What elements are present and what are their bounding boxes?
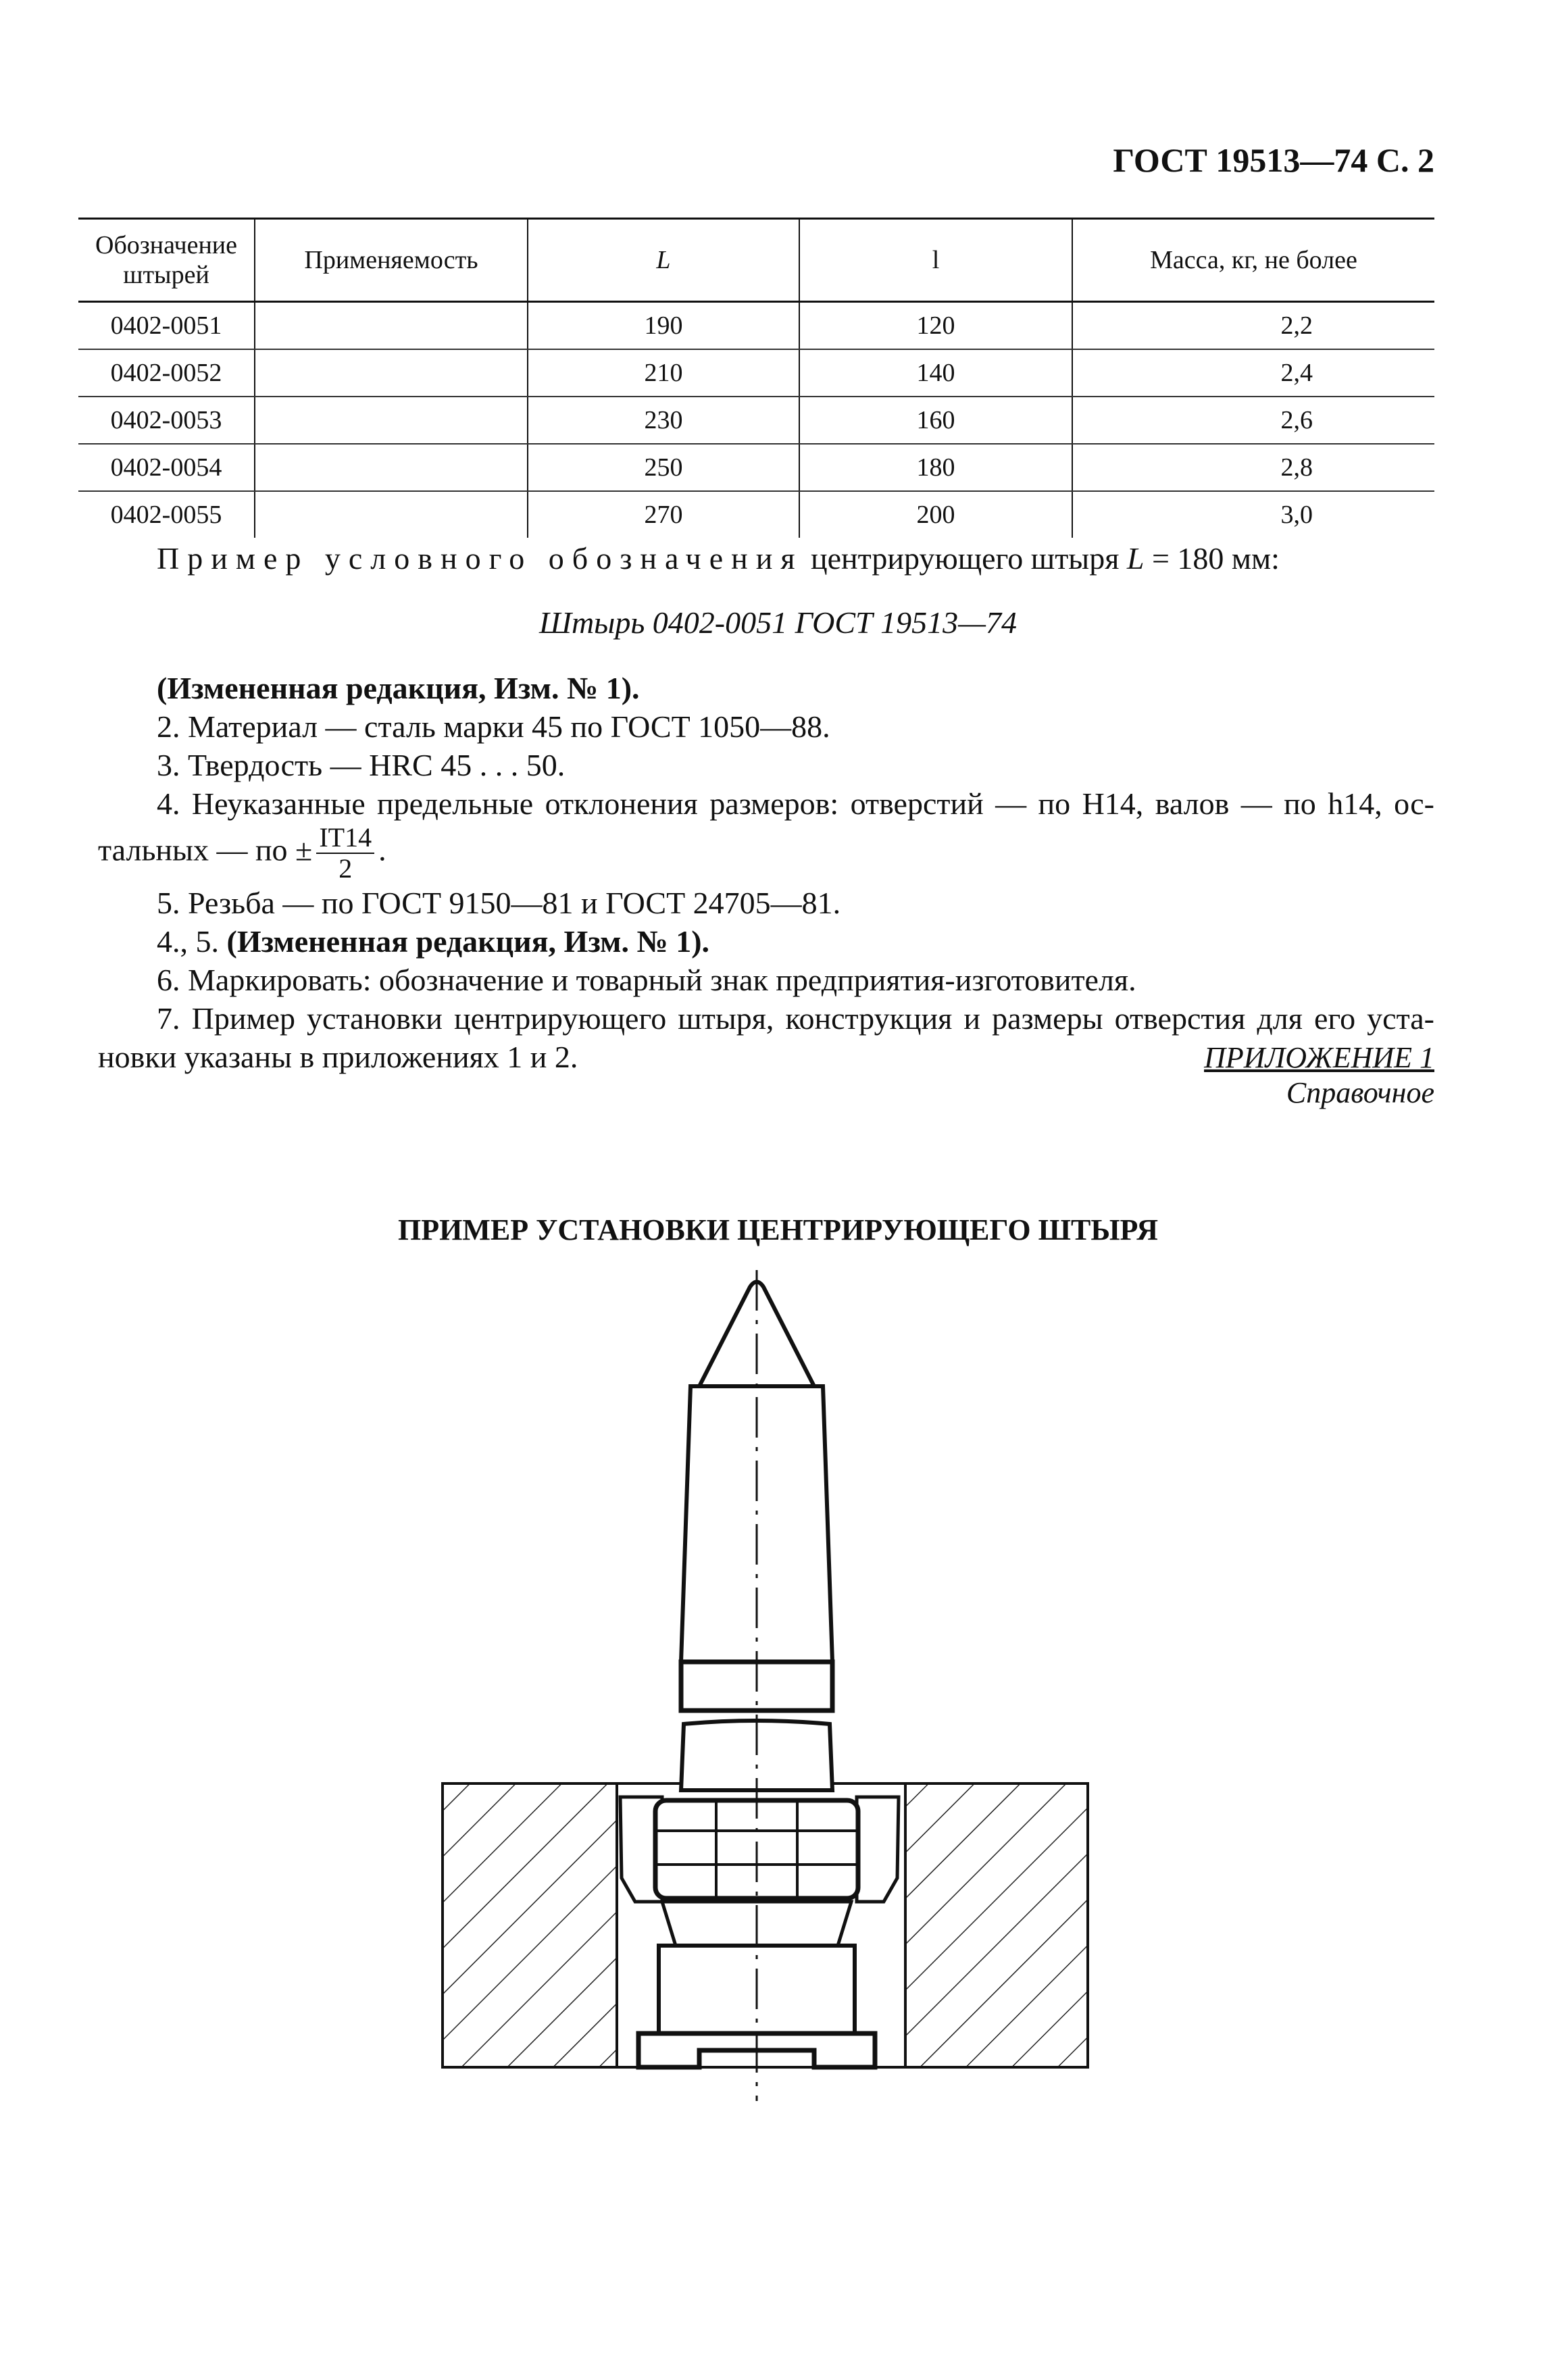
cell-applicability (255, 491, 528, 538)
fraction-denominator: 2 (338, 853, 353, 884)
cell-L: 230 (528, 397, 799, 444)
note-4-line1: 4. Неуказанные предельные отклонения размеров: отверстий — по H14, валов — по h14, ос- (157, 786, 1434, 821)
note-2: 2. Материал — сталь марки 45 по ГОСТ 1050—88. (157, 709, 830, 744)
example-designation: Штырь 0402-0051 ГОСТ 19513—74 (538, 605, 1018, 640)
base-plate-right (905, 1783, 1088, 2067)
appendix-title: ПРИЛОЖЕНИЕ 1 (1204, 1041, 1434, 1074)
header-length-l: l (799, 219, 1072, 302)
cell-l: 140 (799, 349, 1072, 397)
cell-mass: 2,6 (1072, 397, 1434, 444)
notes-section (98, 669, 1434, 1076)
bushing-right (857, 1797, 899, 1902)
cell-L: 190 (528, 302, 799, 350)
cell-L: 270 (528, 491, 799, 538)
example-value: = 180 мм: (1144, 541, 1280, 576)
table-row (78, 302, 1434, 350)
cell-mass: 3,0 (1072, 491, 1434, 538)
table-row (78, 444, 1434, 491)
note-3: 3. Твердость — HRC 45 . . . 50. (157, 748, 566, 782)
cell-designation: 0402-0054 (78, 444, 255, 491)
cell-L: 250 (528, 444, 799, 491)
edit-note-45-prefix: 4., 5. (157, 924, 227, 959)
cell-designation: 0402-0053 (78, 397, 255, 444)
header-applicability: Применяемость (255, 219, 528, 302)
cell-applicability (255, 349, 528, 397)
note-4-line2: тальных — по ± $\frac{IT14}{2}$ . (98, 822, 386, 884)
table-row (78, 491, 1434, 538)
note-7-line1: 7. Пример установки центрирующего штыря, конструкция и размеры отверстия для его уста- (157, 1001, 1434, 1036)
specification-table (78, 218, 1434, 538)
note-7-line2: новки указаны в приложениях 1 и 2. (98, 1040, 578, 1074)
edit-note-1: (Измененная редакция, Изм. № 1). (157, 671, 640, 705)
note-6: 6. Маркировать: обозначение и товарный знак предприятия-изготовителя. (157, 963, 1136, 997)
pin-installation-drawing (432, 1270, 1122, 2324)
header-mass: Масса, кг, не более (1072, 219, 1434, 302)
cell-designation: 0402-0055 (110, 501, 222, 529)
example-text: центрирующего штыря (803, 541, 1127, 576)
fraction (316, 823, 374, 884)
figure-title: ПРИМЕР УСТАНОВКИ ЦЕНТРИРУЮЩЕГО ШТЫРЯ (398, 1213, 1158, 1246)
base-plate-left (443, 1783, 617, 2067)
cell-mass: 2,8 (1072, 444, 1434, 491)
header-length-L: L (528, 219, 799, 302)
example-line (157, 540, 1280, 576)
table-row (78, 397, 1434, 444)
cell-designation: 0402-0052 (78, 349, 255, 397)
note-4-text: тальных — по ± (98, 832, 313, 867)
appendix-subtitle: Справочное (1286, 1076, 1434, 1109)
fraction-numerator: IT14 (316, 823, 374, 854)
cell-l: 200 (799, 491, 1072, 538)
edit-note-45 (98, 922, 1434, 961)
cell-l: 120 (799, 302, 1072, 350)
cell-mass: 2,2 (1072, 302, 1434, 350)
table-row (78, 349, 1434, 397)
table-header-row (78, 219, 1434, 302)
header-designation: Обозначение штырей (78, 219, 255, 302)
cell-mass: 2,4 (1072, 349, 1434, 397)
example-label: Пример условного обозначения (157, 541, 803, 576)
cell-applicability (255, 302, 528, 350)
edit-note-45-bold: (Измененная редакция, Изм. № 1). (226, 924, 710, 959)
cell-applicability (255, 397, 528, 444)
cell-designation: 0402-0051 (78, 302, 255, 350)
page-header: ГОСТ 19513—74 С. 2 (1113, 141, 1434, 179)
appendix-label (1204, 1040, 1434, 1111)
cell-L: 210 (528, 349, 799, 397)
cell-l: 180 (799, 444, 1072, 491)
cell-applicability (255, 444, 528, 491)
cell-l: 160 (799, 397, 1072, 444)
note-5: 5. Резьба — по ГОСТ 9150—81 и ГОСТ 24705—81. (157, 886, 841, 920)
example-var: L (1126, 541, 1145, 576)
